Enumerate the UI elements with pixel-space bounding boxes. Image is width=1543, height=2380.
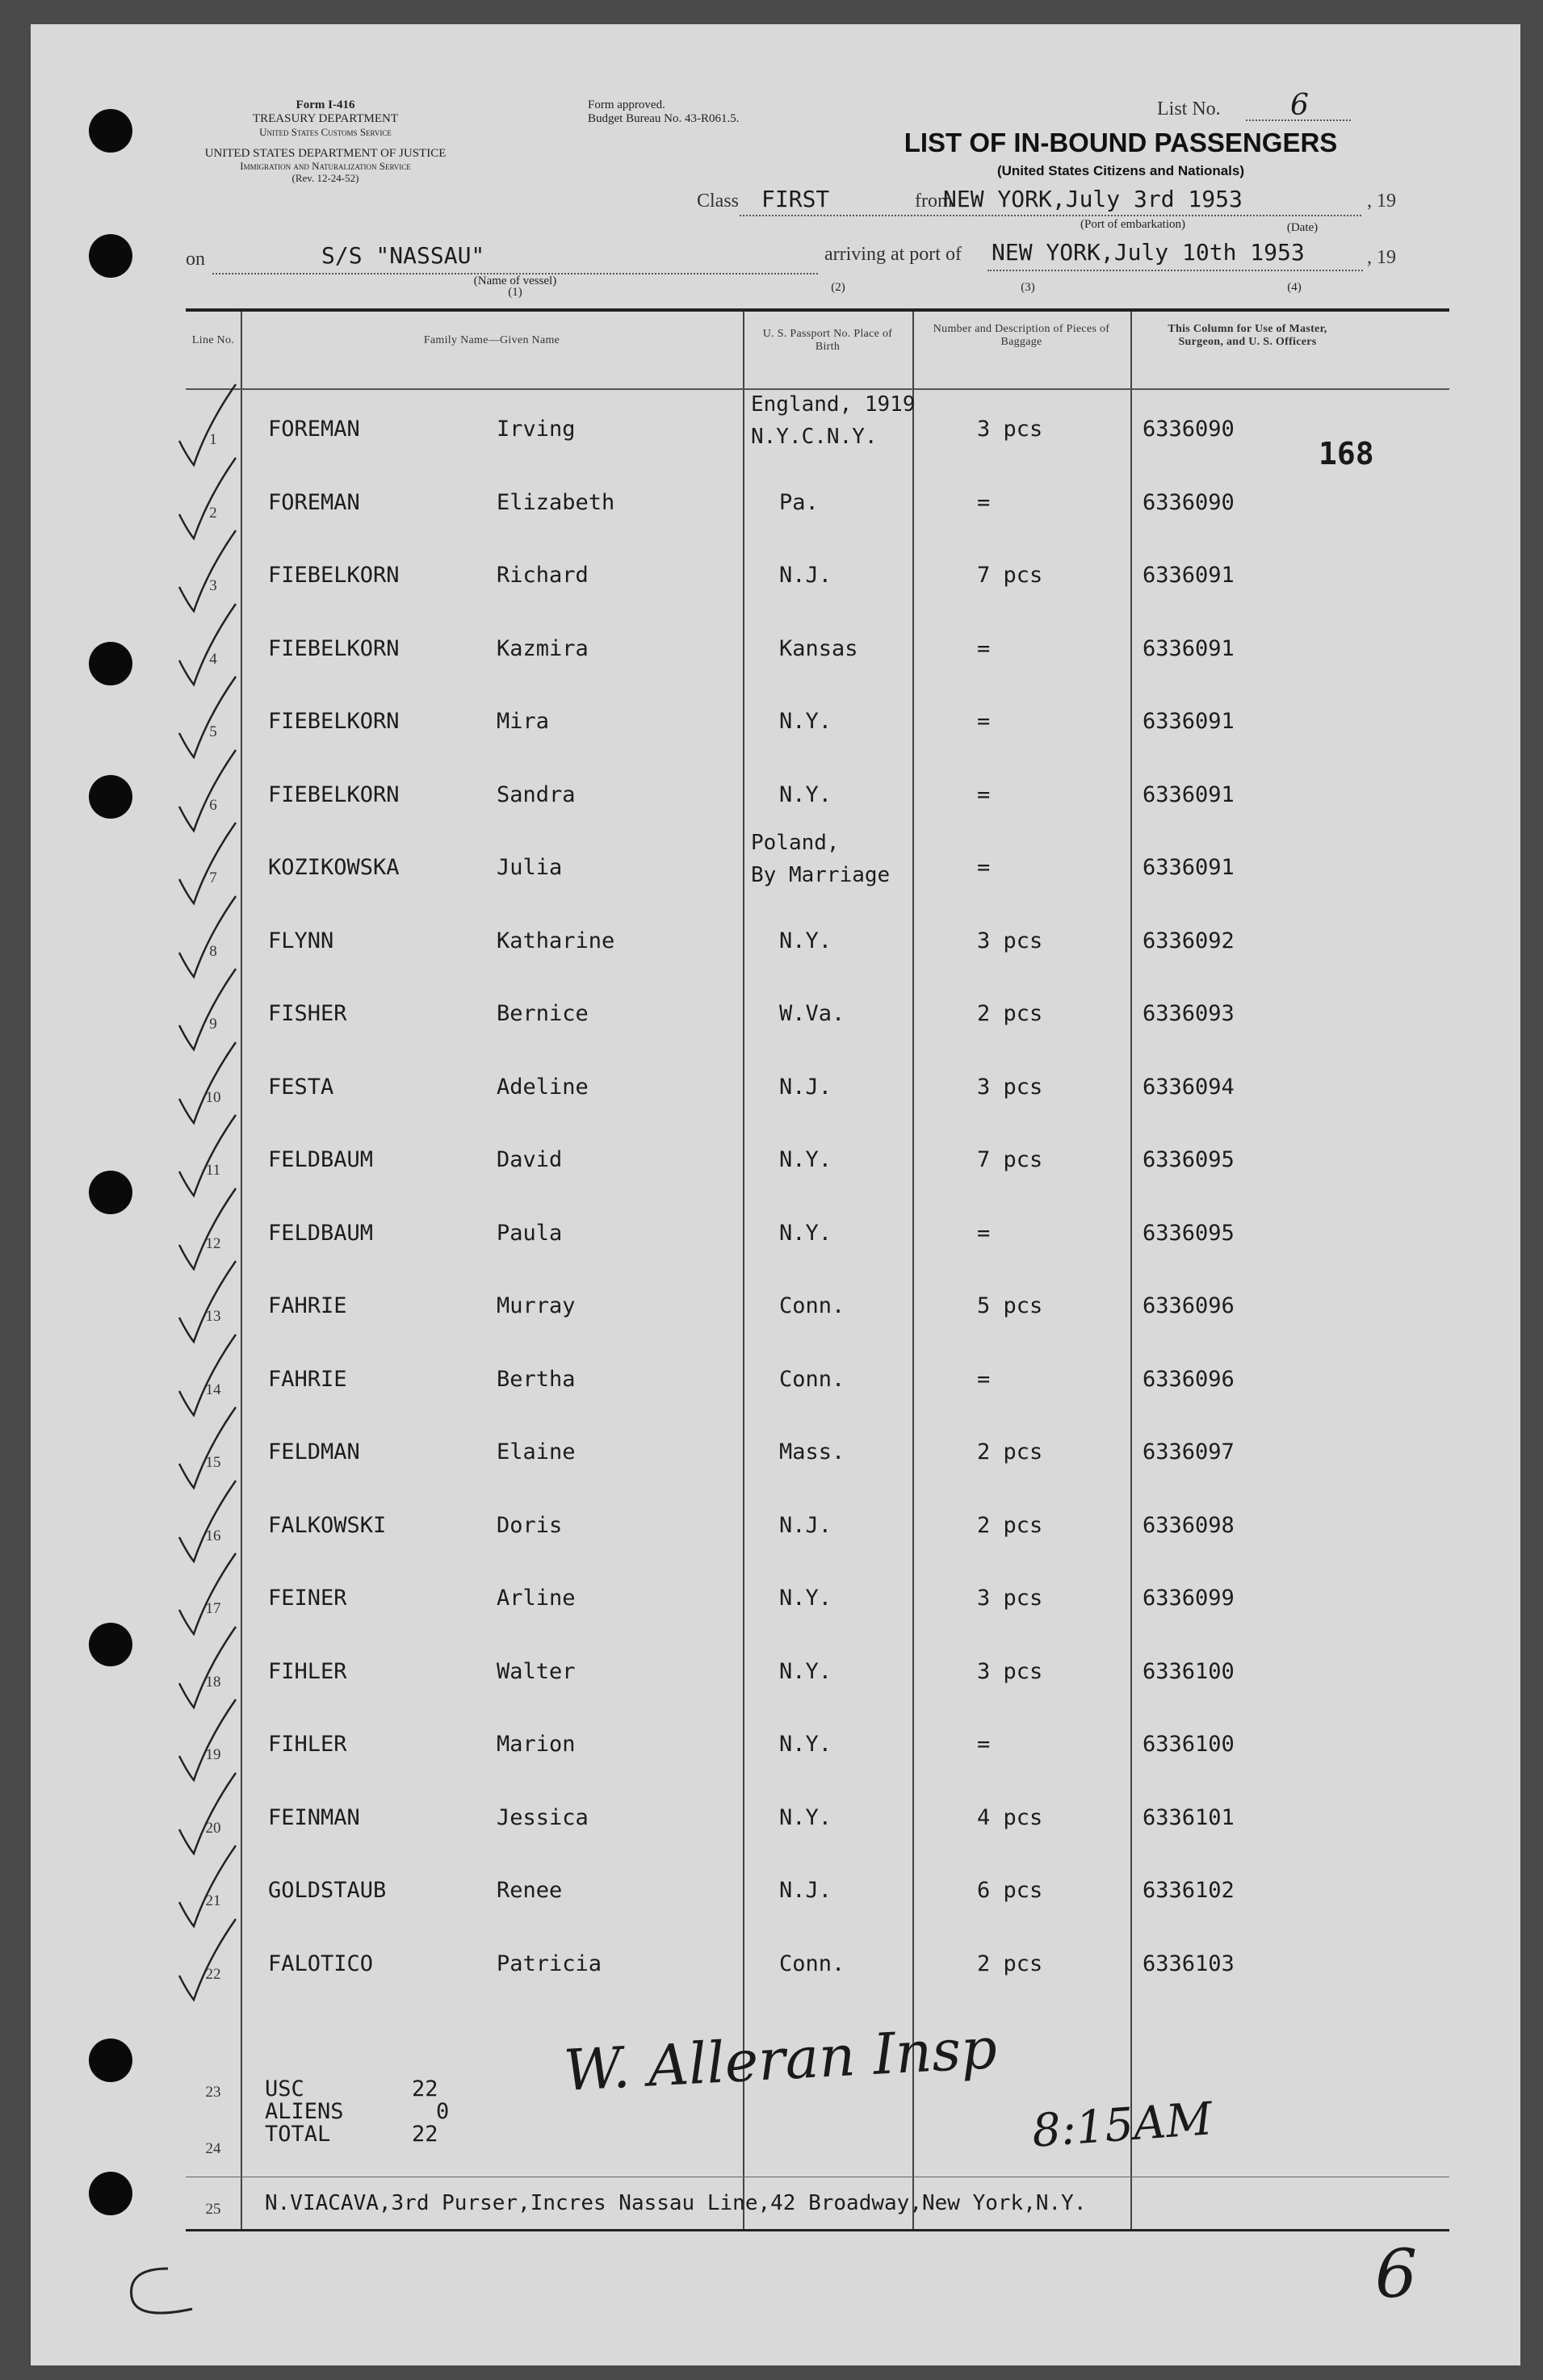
table-row <box>186 1489 1449 1561</box>
birth-place-line2: N.Y.C.N.Y. <box>751 425 878 449</box>
class-line <box>740 215 1361 216</box>
given-name: Renee <box>497 1878 563 1903</box>
birth-place: Pa. <box>779 490 819 515</box>
list-no-label: List No. <box>1157 98 1221 119</box>
baggage: 7 pcs <box>977 563 1043 588</box>
given-name: Jessica <box>497 1805 589 1830</box>
baggage: = <box>977 1221 991 1246</box>
vessel-caption: (Name of vessel) <box>473 274 557 287</box>
family-name: FIHLER <box>268 1659 347 1684</box>
officer-number: 6336090 <box>1143 417 1235 442</box>
baggage: 6 pcs <box>977 1878 1043 1903</box>
head-officer: This Column for Use of Master, Surgeon, and U. S. Officers <box>1168 323 1327 348</box>
baggage: 2 pcs <box>977 1439 1043 1464</box>
birth-place: Conn. <box>779 1293 845 1318</box>
line-number: 5 <box>209 723 217 740</box>
table-row <box>186 1050 1449 1123</box>
table-row <box>186 1196 1449 1269</box>
birth-place: N.Y. <box>779 1586 832 1611</box>
punch-hole <box>89 109 132 153</box>
birth-place: N.Y. <box>779 1659 832 1684</box>
line-number: 17 <box>205 1600 221 1617</box>
officer-number: 6336091 <box>1143 855 1235 880</box>
birth-place: England, 1919 <box>751 392 916 417</box>
family-name: FISHER <box>268 1001 347 1026</box>
baggage: 4 pcs <box>977 1805 1043 1830</box>
line-number: 12 <box>205 1235 221 1252</box>
head-name: Family Name—Given Name <box>423 334 560 346</box>
birth-place: W.Va. <box>779 1001 845 1026</box>
baggage: 3 pcs <box>977 1659 1043 1684</box>
date-caption: (Date) <box>1286 221 1319 234</box>
approval-block <box>588 98 798 127</box>
page-number: 6 <box>1375 2236 1418 2313</box>
page-subtitle: (United States Citizens and Nationals) <box>996 163 1245 178</box>
given-name: Katharine <box>497 928 615 953</box>
port-embark-caption: (Port of embarkation) <box>1080 218 1185 231</box>
birth-place: N.Y. <box>779 1805 832 1830</box>
line-number: 23 <box>205 2084 221 2101</box>
line-number: 13 <box>205 1308 221 1325</box>
baggage: = <box>977 782 991 807</box>
birth-place: N.J. <box>779 563 832 588</box>
baggage: 5 pcs <box>977 1293 1043 1318</box>
purser-line: N.VIACAVA,3rd Purser,Incres Nassau Line,42 Broadway,New York,N.Y. <box>265 2191 1087 2215</box>
given-name: Richard <box>497 563 589 588</box>
caption-4: (4) <box>1287 281 1302 294</box>
officer-number: 6336091 <box>1143 709 1235 734</box>
officer-number: 6336091 <box>1143 563 1235 588</box>
officer-number: 6336101 <box>1143 1805 1235 1830</box>
passenger-table <box>186 308 1449 2231</box>
birth-place: Conn. <box>779 1951 845 1976</box>
doj-block <box>184 147 467 185</box>
birth-place: N.J. <box>779 1513 832 1538</box>
table-row <box>186 1854 1449 1926</box>
birth-place: N.Y. <box>779 1221 832 1246</box>
form-agency-block <box>192 98 459 138</box>
check-mark-icon <box>171 1911 244 2008</box>
birth-place: N.Y. <box>779 1147 832 1172</box>
line-number: 16 <box>205 1527 221 1544</box>
arrival-value: NEW YORK,July 10th 1953 <box>992 239 1305 266</box>
table-row <box>186 1927 1449 2000</box>
punch-hole <box>89 775 132 819</box>
given-name: Marion <box>497 1732 576 1757</box>
officer-number: 6336096 <box>1143 1293 1235 1318</box>
line-number: 4 <box>209 651 217 668</box>
form-sheet <box>31 24 1520 2365</box>
punch-hole <box>89 2172 132 2215</box>
baggage: = <box>977 1732 991 1757</box>
family-name: FAHRIE <box>268 1293 347 1318</box>
family-name: FALOTICO <box>268 1951 374 1976</box>
family-name: FLYNN <box>268 928 334 953</box>
punch-hole <box>89 1623 132 1666</box>
officer-number: 6336093 <box>1143 1001 1235 1026</box>
table-row <box>186 1415 1449 1488</box>
rev-label: (Rev. 12-24-52) <box>291 172 359 185</box>
officer-number: 6336095 <box>1143 1147 1235 1172</box>
aliens-label: ALIENS <box>265 2099 344 2124</box>
given-name: Adeline <box>497 1075 589 1100</box>
family-name: FIHLER <box>268 1732 347 1757</box>
baggage: 3 pcs <box>977 417 1043 442</box>
line-number: 22 <box>205 1966 221 1983</box>
baggage: = <box>977 709 991 734</box>
punch-hole <box>89 642 132 685</box>
given-name: Julia <box>497 855 563 880</box>
header-divider <box>186 388 1449 390</box>
officer-number: 6336102 <box>1143 1878 1235 1903</box>
table-row <box>186 1269 1449 1342</box>
line-number: 7 <box>209 869 217 886</box>
baggage: 7 pcs <box>977 1147 1043 1172</box>
on-label: on <box>186 249 205 270</box>
officer-number: 6336090 <box>1143 490 1235 515</box>
given-name: Bernice <box>497 1001 589 1026</box>
family-name: FELDMAN <box>268 1439 360 1464</box>
officer-number: 6336097 <box>1143 1439 1235 1464</box>
given-name: Arline <box>497 1586 576 1611</box>
birth-place: Conn. <box>779 1367 845 1392</box>
family-name: FELDBAUM <box>268 1147 374 1172</box>
head-passport: U. S. Passport No. Place of Birth <box>762 328 893 353</box>
table-row <box>186 1123 1449 1196</box>
family-name: FEINER <box>268 1586 347 1611</box>
officer-number: 6336092 <box>1143 928 1235 953</box>
family-name: GOLDSTAUB <box>268 1878 387 1903</box>
table-row <box>186 1707 1449 1780</box>
officer-number: 6336098 <box>1143 1513 1235 1538</box>
table-row <box>186 1635 1449 1707</box>
birth-place: N.Y. <box>779 709 832 734</box>
officer-number: 6336095 <box>1143 1221 1235 1246</box>
table-row <box>186 831 1449 903</box>
line-number: 6 <box>209 797 217 814</box>
baggage: 3 pcs <box>977 928 1043 953</box>
officer-note: 168 <box>1319 436 1374 471</box>
embarkation-value: NEW YORK,July 3rd 1953 <box>943 186 1243 212</box>
punch-hole <box>89 2039 132 2082</box>
page-title: LIST OF IN-BOUND PASSENGERS <box>904 128 1338 157</box>
family-name: FELDBAUM <box>268 1221 374 1246</box>
birth-place: N.Y. <box>779 928 832 953</box>
arriving-label: arriving at port of <box>824 244 962 265</box>
caption-1: (1) <box>508 286 522 299</box>
table-row <box>186 904 1449 977</box>
line-number: 19 <box>205 1746 221 1763</box>
approved-label: Form approved. <box>588 98 665 111</box>
form-number: Form I-416 <box>296 98 355 111</box>
usc-value: 22 <box>412 2076 438 2101</box>
punch-hole <box>89 234 132 278</box>
caption-3: (3) <box>1021 281 1035 294</box>
table-row <box>186 466 1449 538</box>
given-name: Patricia <box>497 1951 602 1976</box>
given-name: Paula <box>497 1221 563 1246</box>
year-suffix-2: , 19 <box>1367 247 1396 268</box>
line-number: 20 <box>205 1820 221 1837</box>
customs-label: United States Customs Service <box>259 125 392 138</box>
given-name: Elaine <box>497 1439 576 1464</box>
line-number: 3 <box>209 577 217 594</box>
birth-place: Kansas <box>779 636 858 661</box>
arrival-line <box>987 270 1363 271</box>
officer-number: 6336099 <box>1143 1586 1235 1611</box>
family-name: FIEBELKORN <box>268 636 400 661</box>
baggage: = <box>977 1367 991 1392</box>
usc-label: USC <box>265 2076 304 2101</box>
family-name: FIEBELKORN <box>268 782 400 807</box>
line-number: 10 <box>205 1089 221 1106</box>
table-row <box>186 392 1449 465</box>
birth-place: Poland, <box>751 831 840 855</box>
line-number: 21 <box>205 1892 221 1909</box>
time-stamp: 8:15AM <box>1030 2093 1214 2158</box>
birth-place: Mass. <box>779 1439 845 1464</box>
officer-number: 6336091 <box>1143 636 1235 661</box>
baggage: 2 pcs <box>977 1001 1043 1026</box>
line-number: 2 <box>209 505 217 522</box>
table-row <box>186 685 1449 757</box>
baggage: 2 pcs <box>977 1513 1043 1538</box>
officer-number: 6336094 <box>1143 1075 1235 1100</box>
table-row <box>186 977 1449 1050</box>
family-name: FEINMAN <box>268 1805 360 1830</box>
birth-place: N.Y. <box>779 1732 832 1757</box>
table-row <box>186 1561 1449 1634</box>
family-name: FIEBELKORN <box>268 709 400 734</box>
given-name: Doris <box>497 1513 563 1538</box>
punch-hole <box>89 1171 132 1214</box>
officer-number: 6336091 <box>1143 782 1235 807</box>
given-name: Irving <box>497 417 576 442</box>
head-line-no: Line No. <box>191 334 235 346</box>
line-number: 9 <box>209 1016 217 1033</box>
caption-2: (2) <box>831 281 845 294</box>
line-number: 11 <box>205 1162 221 1179</box>
line-number: 25 <box>205 2201 221 2218</box>
family-name: FAHRIE <box>268 1367 347 1392</box>
table-row <box>186 538 1449 611</box>
budget-label: Budget Bureau No. 43-R061.5. <box>588 112 740 126</box>
birth-place: N.J. <box>779 1075 832 1100</box>
birth-place: N.Y. <box>779 782 832 807</box>
ins-label: Immigration and Naturalization Service <box>240 160 411 173</box>
line-number: 24 <box>205 2140 221 2157</box>
given-name: Walter <box>497 1659 576 1684</box>
list-no-value: 6 <box>1290 89 1309 122</box>
head-baggage: Number and Description of Pieces of Baggage <box>933 323 1110 348</box>
family-name: FOREMAN <box>268 490 360 515</box>
birth-place: N.J. <box>779 1878 832 1903</box>
from-label: from <box>915 191 953 212</box>
baggage: 3 pcs <box>977 1586 1043 1611</box>
family-name: FOREMAN <box>268 417 360 442</box>
baggage: = <box>977 855 991 880</box>
class-label: Class <box>697 191 740 212</box>
table-row <box>186 612 1449 685</box>
birth-place-line2: By Marriage <box>751 863 891 887</box>
given-name: David <box>497 1147 563 1172</box>
officer-number: 6336100 <box>1143 1732 1235 1757</box>
total-value: 22 <box>412 2122 438 2147</box>
family-name: KOZIKOWSKA <box>268 855 400 880</box>
line-number: 18 <box>205 1674 221 1691</box>
class-value: FIRST <box>761 186 830 212</box>
given-name: Mira <box>497 709 550 734</box>
given-name: Murray <box>497 1293 576 1318</box>
table-row <box>186 1343 1449 1415</box>
treasury-label: TREASURY DEPARTMENT <box>252 112 399 126</box>
line-number: 1 <box>209 431 217 448</box>
corner-c-mark <box>111 2252 208 2333</box>
given-name: Kazmira <box>497 636 589 661</box>
line-number: 8 <box>209 943 217 960</box>
family-name: FIEBELKORN <box>268 563 400 588</box>
table-row <box>186 758 1449 831</box>
total-label: TOTAL <box>265 2122 331 2147</box>
doj-label: UNITED STATES DEPARTMENT OF JUSTICE <box>204 147 447 160</box>
officer-number: 6336100 <box>1143 1659 1235 1684</box>
baggage: 3 pcs <box>977 1075 1043 1100</box>
baggage: = <box>977 490 991 515</box>
officer-number: 6336103 <box>1143 1951 1235 1976</box>
officer-number: 6336096 <box>1143 1367 1235 1392</box>
year-suffix: , 19 <box>1367 191 1396 212</box>
vessel-value: S/S "NASSAU" <box>321 242 485 269</box>
aliens-value: 0 <box>436 2099 450 2124</box>
family-name: FALKOWSKI <box>268 1513 387 1538</box>
baggage: 2 pcs <box>977 1951 1043 1976</box>
given-name: Bertha <box>497 1367 576 1392</box>
given-name: Sandra <box>497 782 576 807</box>
line-number: 15 <box>205 1454 221 1471</box>
given-name: Elizabeth <box>497 490 615 515</box>
table-row <box>186 1781 1449 1854</box>
family-name: FESTA <box>268 1075 334 1100</box>
baggage: = <box>977 636 991 661</box>
inspector-signature: W. Alleran Insp <box>562 2015 999 2104</box>
line-number: 14 <box>205 1381 221 1398</box>
